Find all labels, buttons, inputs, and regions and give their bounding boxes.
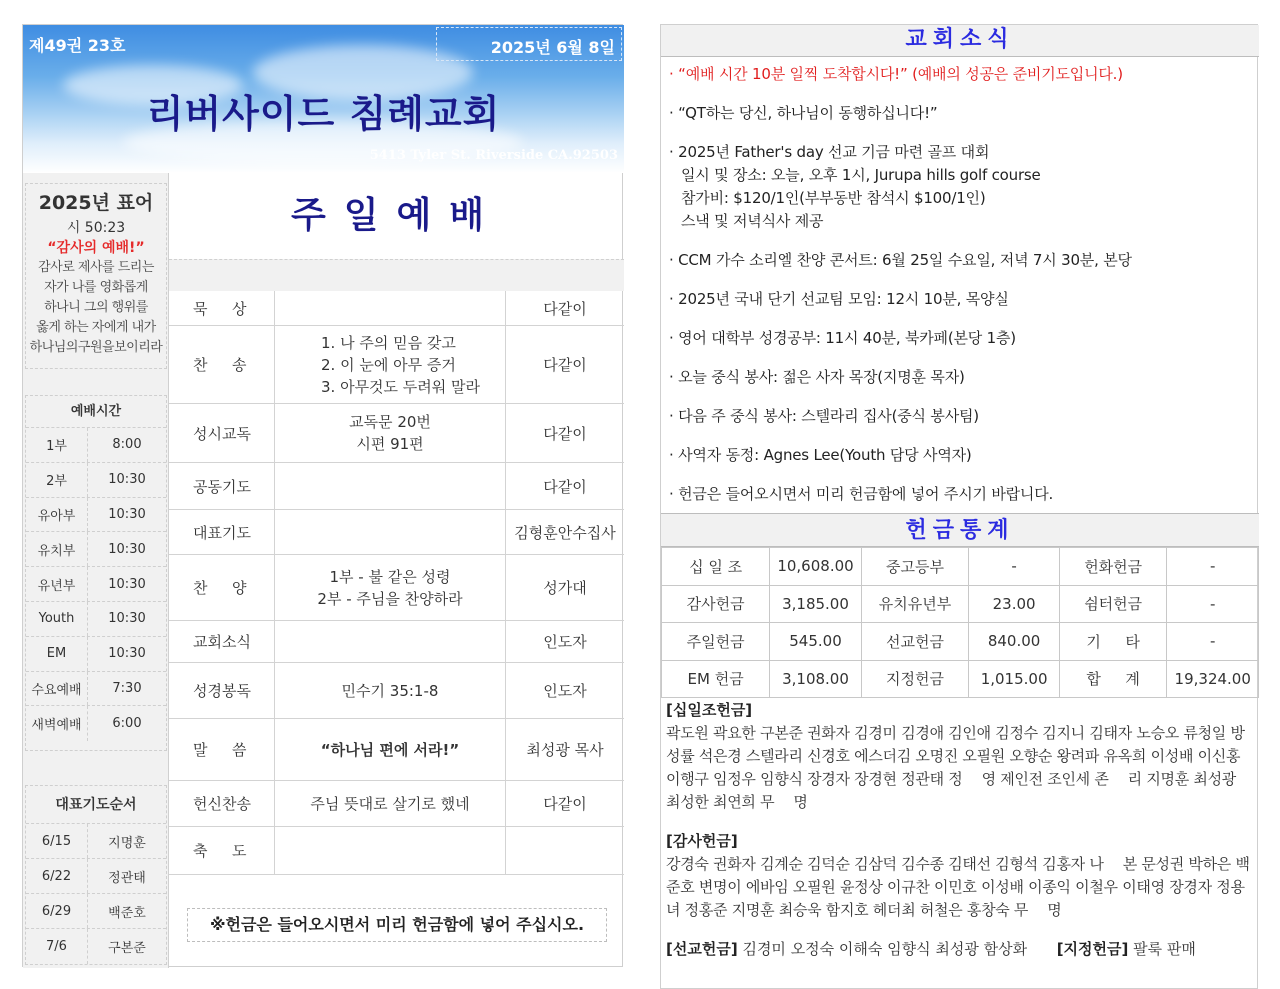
service-name: EM xyxy=(26,637,88,671)
news-item xyxy=(669,249,1249,272)
motto-verse-box xyxy=(25,183,167,369)
service-time: 10:30 xyxy=(108,576,146,592)
news-line: 스낵 및 저녁식사 제공 xyxy=(681,212,824,230)
offering-label: 감사헌금 xyxy=(662,585,770,623)
order-leader: 인도자 xyxy=(543,682,587,700)
designated-names: 팔룩 판매 xyxy=(1133,940,1196,958)
news-item xyxy=(669,63,1249,86)
bulletin-date: 2025년 6월 8일 xyxy=(490,38,615,57)
order-leader xyxy=(506,827,624,874)
news-line: 일시 및 장소: 오늘, 오후 1시, Jurupa hills golf course xyxy=(681,166,1041,184)
service-name: 유아부 xyxy=(26,498,88,532)
offering-section-title: 헌금통계 xyxy=(661,514,1259,547)
order-row xyxy=(169,326,624,404)
offering-label: 주일헌금 xyxy=(662,623,770,661)
offering-row xyxy=(662,623,1259,661)
service-time: 8:00 xyxy=(112,437,142,453)
news-item xyxy=(669,405,1249,428)
prayer-order-title: 대표기도순서 xyxy=(26,786,166,824)
order-label: 말 씀 xyxy=(169,719,275,780)
order-leader: 다같이 xyxy=(543,424,587,443)
news-line: · “예배 시간 10분 일찍 도착합시다!” (예배의 성공은 준비기도입니다.) xyxy=(669,65,1123,83)
thanks-header: [감사헌금] xyxy=(666,832,738,850)
order-leader: 김형훈안수집사 xyxy=(514,523,616,542)
divider-strip xyxy=(169,259,624,291)
order-content xyxy=(275,827,506,874)
order-row xyxy=(169,555,624,621)
order-label: 찬 양 xyxy=(169,555,275,620)
offering-amount: - xyxy=(1167,585,1259,623)
news-line: · 2025년 Father's day 선교 기금 마련 골프 대회 xyxy=(669,143,990,161)
service-name: 유년부 xyxy=(26,567,88,601)
order-row xyxy=(169,621,624,663)
news-item xyxy=(669,327,1249,350)
offering-amount: 3,185.00 xyxy=(770,585,862,623)
worship-time-row xyxy=(26,602,166,637)
news-line: · 오늘 중식 봉사: 젊은 사자 목장(지명훈 목자) xyxy=(669,368,965,386)
order-row xyxy=(169,291,624,326)
mission-header: [선교헌금] xyxy=(666,940,738,958)
prayer-order-row xyxy=(26,929,166,964)
offering-label: 유치유년부 xyxy=(861,585,969,623)
worship-times-box xyxy=(25,395,167,751)
verse-line: 자가 나를 영화롭게 xyxy=(44,280,148,295)
worship-time-row xyxy=(26,498,166,533)
verse-text xyxy=(26,258,166,358)
offering-notice: ※헌금은 들어오시면서 미리 헌금함에 넣어 주십시오. xyxy=(187,908,607,942)
service-name: 새벽예배 xyxy=(26,706,88,741)
offering-label: 합 계 xyxy=(1059,660,1167,698)
order-of-worship xyxy=(169,291,624,875)
offering-label: 헌화헌금 xyxy=(1059,548,1167,586)
worship-time-row xyxy=(26,706,166,741)
designated-header: [지정헌금] xyxy=(1056,940,1129,958)
service-time: 10:30 xyxy=(108,506,146,522)
order-content xyxy=(275,621,506,662)
service-time: 10:30 xyxy=(108,541,146,557)
news-item xyxy=(669,288,1249,311)
tithe-header: [십일조헌금] xyxy=(666,701,753,719)
verse-line: 옳게 하는 자에게 내가 xyxy=(36,320,156,335)
order-label: 축 도 xyxy=(169,827,275,874)
service-name: Youth xyxy=(26,602,88,636)
tithe-names: 곽도원 곽요한 구본준 권화자 김경미 김경애 김인애 김정수 김지니 김태자 노승오 류청일 방성률 석은경 스텔라리 신경호 에스더김 오명진 오필원 오향순 왕려파 유옥희 이성배 이신홍 이행구 임정우 임향식 장경자 장경현 정관태 정 영 제인전 조인세 존 리 지명훈 최성광 최성한 최연희 무 명 xyxy=(666,724,1245,811)
service-time: 7:30 xyxy=(112,680,142,696)
news-line: · CCM 가수 소리엘 찬양 콘서트: 6월 25일 수요일, 저녁 7시 30분, 본당 xyxy=(669,251,1132,269)
order-leader: 성가대 xyxy=(543,579,587,597)
offering-amount: 1,015.00 xyxy=(969,660,1060,698)
news-item xyxy=(669,444,1249,467)
prayer-order-row xyxy=(26,824,166,859)
order-content xyxy=(275,463,506,509)
order-row xyxy=(169,827,624,875)
news-line: · 헌금은 들어오시면서 미리 헌금함에 넣어 주시기 바랍니다. xyxy=(669,485,1054,503)
church-news-list xyxy=(661,57,1259,514)
sidebar xyxy=(23,173,169,968)
news-line: 참가비: $120/1인(부부동반 참석시 $100/1인) xyxy=(681,189,986,207)
motto-quote: “감사의 예배!” xyxy=(47,240,145,256)
order-content: 1. 나 주의 믿음 갖고 2. 이 눈에 아무 증거 3. 아무것도 두려워 말라 xyxy=(275,326,506,403)
offering-row xyxy=(662,585,1259,623)
order-leader: 다같이 xyxy=(543,477,587,496)
order-leader: 최성광 목사 xyxy=(526,741,604,759)
service-title: 주일예배 xyxy=(290,195,503,236)
order-leader: 다같이 xyxy=(543,795,587,813)
order-row xyxy=(169,719,624,781)
news-item xyxy=(669,102,1249,125)
service-time: 6:00 xyxy=(112,716,142,732)
worship-time-row xyxy=(26,637,166,672)
order-leader: 다같이 xyxy=(543,299,587,318)
order-row xyxy=(169,663,624,719)
order-leader: 인도자 xyxy=(543,633,587,651)
mission-names: 김경미 오정숙 이해숙 임향식 최성광 함상화 xyxy=(742,940,1028,958)
prayer-date: 6/22 xyxy=(26,859,88,893)
news-line: · “QT하는 당신, 하나님이 동행하십니다!” xyxy=(669,104,938,122)
order-row xyxy=(169,781,624,827)
prayer-date: 7/6 xyxy=(26,929,88,964)
prayer-leader: 지명훈 xyxy=(108,835,146,851)
offering-label: 기 타 xyxy=(1059,623,1167,661)
prayer-date: 6/15 xyxy=(26,824,88,858)
worship-time-row xyxy=(26,428,166,463)
offering-names xyxy=(661,697,1259,989)
worship-times-title: 예배시간 xyxy=(26,396,166,428)
news-section-title: 교회소식 xyxy=(661,25,1259,57)
offering-table xyxy=(661,547,1259,698)
news-item xyxy=(669,141,1249,233)
order-row xyxy=(169,463,624,510)
thanks-names: 강경숙 권화자 김계순 김덕순 김삼덕 김수종 김태선 김형석 김홍자 나 본 문성권 박하은 백준호 변명이 에바임 오필원 윤정상 이규찬 이민호 이성배 이종익 이철우 이태영 장경자 정용녀 정홍준 지명훈 최승욱 함지호 헤더최 허철은 홍창숙 무 명 xyxy=(666,855,1250,919)
offering-amount: 840.00 xyxy=(969,623,1060,661)
order-content xyxy=(275,510,506,554)
news-line: · 영어 대학부 성경공부: 11시 40분, 북카페(본당 1층) xyxy=(669,329,1016,347)
order-label: 대표기도 xyxy=(169,510,275,554)
service-time: 10:30 xyxy=(108,611,146,627)
offering-label: 중고등부 xyxy=(861,548,969,586)
order-content: 주님 뜻대로 살기로 했네 xyxy=(275,781,506,826)
service-name: 1부 xyxy=(26,428,88,462)
verse-line: 하나님의구원을보이리라 xyxy=(29,340,163,355)
news-line: · 2025년 국내 단기 선교팀 모임: 12시 10분, 목양실 xyxy=(669,290,1009,308)
order-label: 묵 상 xyxy=(169,291,275,325)
offering-row xyxy=(662,548,1259,586)
offering-row xyxy=(662,660,1259,698)
bulletin-back-page xyxy=(660,24,1258,989)
verse-reference: 시 50:23 xyxy=(66,220,126,236)
offering-label: 지정헌금 xyxy=(861,660,969,698)
news-item xyxy=(669,483,1249,506)
service-name: 2부 xyxy=(26,463,88,497)
offering-amount: 3,108.00 xyxy=(770,660,862,698)
service-time: 10:30 xyxy=(108,646,146,662)
volume-number: 제49권 23호 xyxy=(29,36,126,55)
order-row xyxy=(169,404,624,463)
service-name: 수요예배 xyxy=(26,672,88,706)
prayer-order-box xyxy=(25,785,167,965)
order-content: 민수기 35:1-8 xyxy=(275,663,506,718)
church-name: 리버사이드 침례교회 xyxy=(146,92,501,136)
worship-time-row xyxy=(26,672,166,707)
worship-time-row xyxy=(26,567,166,602)
offering-label: EM 헌금 xyxy=(662,660,770,698)
service-time: 10:30 xyxy=(108,472,146,488)
motto-title: 2025년 표어 xyxy=(38,192,154,214)
order-label: 교회소식 xyxy=(169,621,275,662)
prayer-leader: 정관태 xyxy=(108,870,146,886)
verse-line: 감사로 제사를 드리는 xyxy=(38,260,154,275)
offering-amount: 545.00 xyxy=(770,623,862,661)
offering-amount: 10,608.00 xyxy=(770,548,862,586)
prayer-date: 6/29 xyxy=(26,894,88,928)
order-leader: 다같이 xyxy=(543,356,587,374)
offering-amount: 23.00 xyxy=(969,585,1060,623)
order-row xyxy=(169,510,624,555)
offering-label: 선교헌금 xyxy=(861,623,969,661)
worship-time-row xyxy=(26,463,166,498)
offering-total: 19,324.00 xyxy=(1167,660,1259,698)
news-line: · 사역자 동정: Agnes Lee(Youth 담당 사역자) xyxy=(669,446,972,464)
order-label: 공동기도 xyxy=(169,463,275,509)
prayer-leader: 백준호 xyxy=(108,905,146,921)
order-label: 찬 송 xyxy=(169,326,275,403)
offering-amount: - xyxy=(1167,548,1259,586)
offering-amount: - xyxy=(1167,623,1259,661)
service-name: 유치부 xyxy=(26,532,88,566)
order-content: 1부 - 불 같은 성령 2부 - 주님을 찬양하라 xyxy=(275,555,506,620)
church-address: 5413 Tyler St. Riverside CA.92503 xyxy=(369,148,618,163)
sermon-title: “하나님 편에 서라!” xyxy=(275,719,506,780)
order-label: 성경봉독 xyxy=(169,663,275,718)
order-label: 헌신찬송 xyxy=(169,781,275,826)
order-content xyxy=(275,291,506,325)
bulletin-header xyxy=(23,25,624,173)
order-content: 교독문 20번 시편 91편 xyxy=(275,404,506,462)
bulletin-front-page xyxy=(22,24,623,967)
news-item xyxy=(669,366,1249,389)
news-line: · 다음 주 중식 봉사: 스텔라리 집사(중식 봉사팀) xyxy=(669,407,979,425)
date-box xyxy=(436,27,622,61)
mission-designated-line xyxy=(666,938,1254,961)
offering-label: 쉼터헌금 xyxy=(1059,585,1167,623)
worship-time-row xyxy=(26,532,166,567)
verse-line: 하나니 그의 행위를 xyxy=(44,300,148,315)
offering-label: 십 일 조 xyxy=(662,548,770,586)
prayer-order-row xyxy=(26,859,166,894)
order-label: 성시교독 xyxy=(169,404,275,462)
prayer-order-row xyxy=(26,894,166,929)
prayer-leader: 구본준 xyxy=(108,941,146,956)
offering-amount: - xyxy=(969,548,1060,586)
